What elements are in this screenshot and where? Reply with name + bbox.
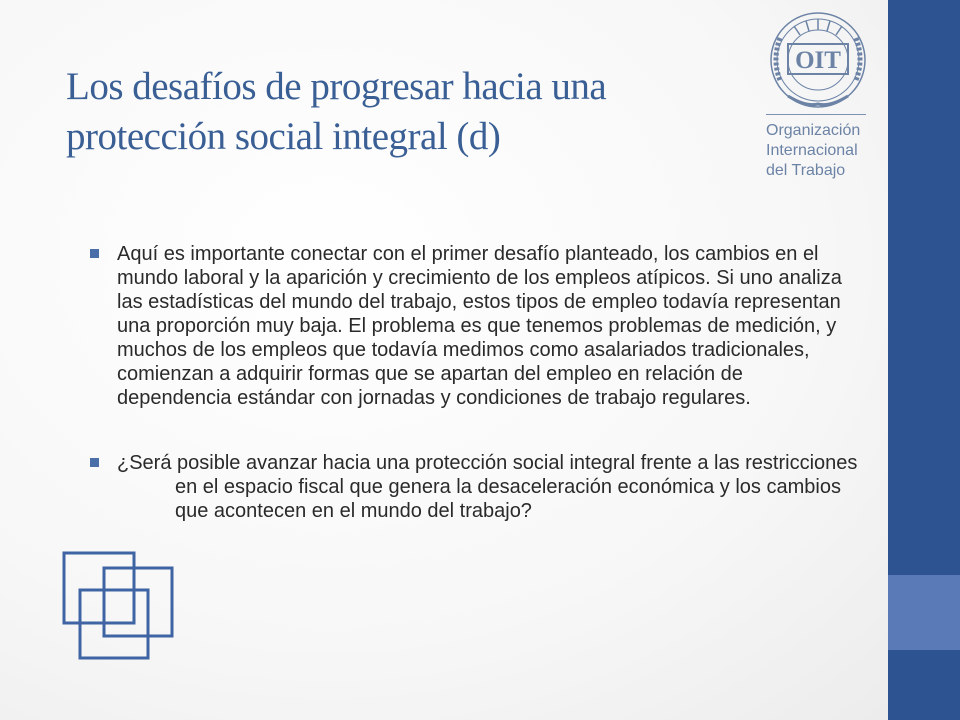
square-bullet-icon xyxy=(90,249,99,258)
ilo-logo xyxy=(760,8,880,183)
logo-name xyxy=(766,121,884,181)
logo-name-line-3: del Trabajo xyxy=(766,162,846,179)
right-sidebar-accent xyxy=(888,575,960,650)
square-bullet-icon xyxy=(90,458,99,467)
overlapping-squares-icon xyxy=(62,548,177,663)
slide-title: Los desafíos de progresar hacia una protección social integral (d) xyxy=(66,65,607,158)
bullet-text: Aquí es importante conectar con el primer desafío planteado, los cambios en el mundo laboral y la aparición y crecimiento de los empleos atípicos. Si uno analiza las estadísticas del mundo del trabajo, estos tipos de empleo todavía representan una proporción muy baja. El problema es que tenemos problemas de medición, y muchos de los empleos que todavía medimos como asalariados tradicionales, comienzan a adquirir formas que se apartan del empleo en relación de dependencia estándar con jornadas y condiciones de trabajo regulares. xyxy=(117,243,842,409)
bullet-item xyxy=(90,451,860,523)
logo-divider xyxy=(766,114,866,115)
logo-name-line-1: Organización xyxy=(766,122,861,139)
ilo-emblem-icon xyxy=(766,10,870,110)
ilo-emblem-letters: OIT xyxy=(795,47,841,74)
bullet-item xyxy=(90,242,860,410)
bullet-text: ¿Será posible avanzar hacia una protección social integral frente a las restricciones en el espacio fiscal que genera la desaceleración económica y los cambios que acontecen en el mundo del trabajo? xyxy=(117,452,858,522)
bullet-list xyxy=(90,242,860,523)
logo-name-line-2: Internacional xyxy=(766,142,858,159)
